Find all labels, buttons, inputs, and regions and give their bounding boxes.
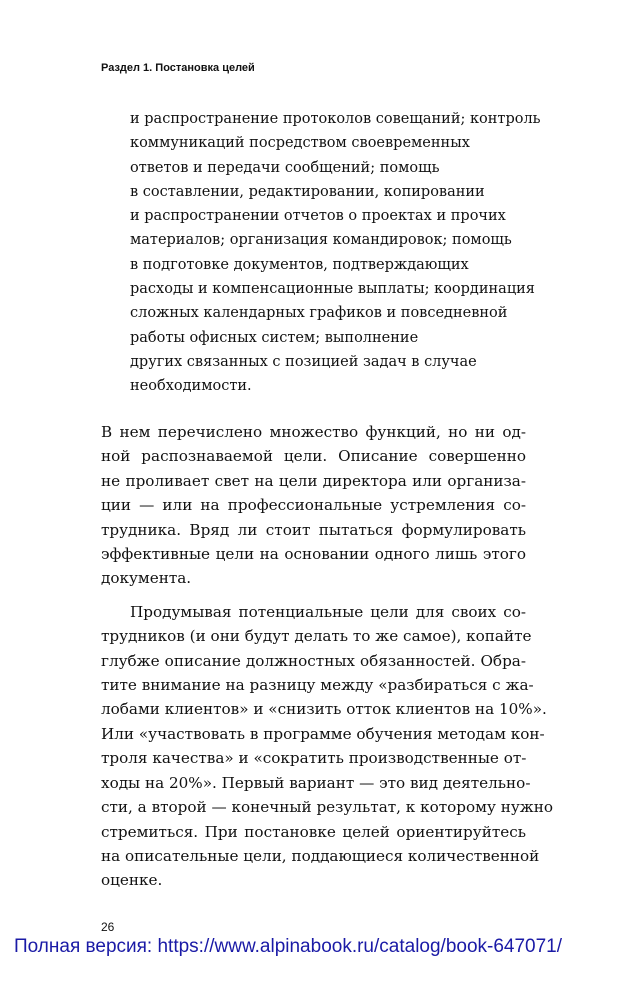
text-line: документа. — [101, 569, 192, 588]
text-line: не проливает свет на цели директора или организа- — [101, 471, 526, 490]
text-line: Или «участвовать в программе обучения методам кон- — [101, 724, 545, 743]
text-line: лобами клиентов» и «снизить отток клиентов на 10%». — [101, 700, 547, 719]
section-header: Раздел 1. Постановка целей — [101, 62, 255, 74]
quote-line: необходимости. — [130, 378, 252, 395]
text-line: трудников (и они будут делать то же самое), копайте — [101, 627, 532, 646]
text-line: на описательные цели, поддающиеся количественной — [101, 846, 540, 865]
quote-line: расходы и компенсационные выплаты; координация — [130, 281, 535, 298]
quote-line: других связанных с позицией задач в случае — [130, 353, 477, 370]
body-text — [101, 420, 554, 893]
quote-line: коммуникаций посредством своевременных — [130, 135, 470, 152]
text-line: троля качества» и «сократить производственные от- — [101, 749, 527, 768]
quote-line: материалов; организация командировок; помощь — [130, 232, 512, 249]
text-line: ции — или на профессиональные устремления со- — [101, 496, 526, 515]
text-line: ной распознаваемой цели. Описание совершенно — [101, 447, 526, 466]
text-line: Продумывая потенциальные цели для своих со- — [130, 602, 526, 621]
full-version-link[interactable]: Полная версия: https://www.alpinabook.ru/catalog/book-647071/ — [14, 936, 563, 957]
text-line: тите внимание на разницу между «разбираться с жа- — [101, 676, 534, 695]
paragraph-2 — [101, 600, 554, 893]
page-number: 26 — [101, 920, 115, 934]
text-line: глубже описание должностных обязанностей. Обра- — [101, 651, 526, 670]
quote-line: в составлении, редактировании, копировании — [130, 183, 485, 200]
text-line: сти, а второй — конечный результат, к которому нужно — [101, 798, 554, 817]
quote-line: работы офисных систем; выполнение — [130, 329, 419, 346]
text-line: эффективные цели на основании одного лишь этого — [101, 545, 526, 564]
quote-line: и распространение протоколов совещаний; контроль — [130, 111, 541, 127]
quote-line: и распространении отчетов о проектах и прочих — [130, 208, 506, 225]
quote-line: ответов и передачи сообщений; помощь — [130, 159, 440, 176]
text-line: стремиться. При постановке целей ориентируйтесь — [101, 822, 526, 841]
quote-line: сложных календарных графиков и повседневной — [130, 305, 508, 322]
quoted-job-description — [130, 107, 541, 399]
quote-line: в подготовке документов, подтверждающих — [130, 256, 469, 273]
text-line: ходы на 20%». Первый вариант — это вид деятельно- — [101, 773, 531, 792]
paragraph-1 — [101, 420, 526, 591]
text-line: оценке. — [101, 871, 163, 890]
text-line: В нем перечислено множество функций, но ни од- — [101, 423, 526, 441]
text-line: трудника. Вряд ли стоит пытаться формулировать — [101, 520, 526, 539]
